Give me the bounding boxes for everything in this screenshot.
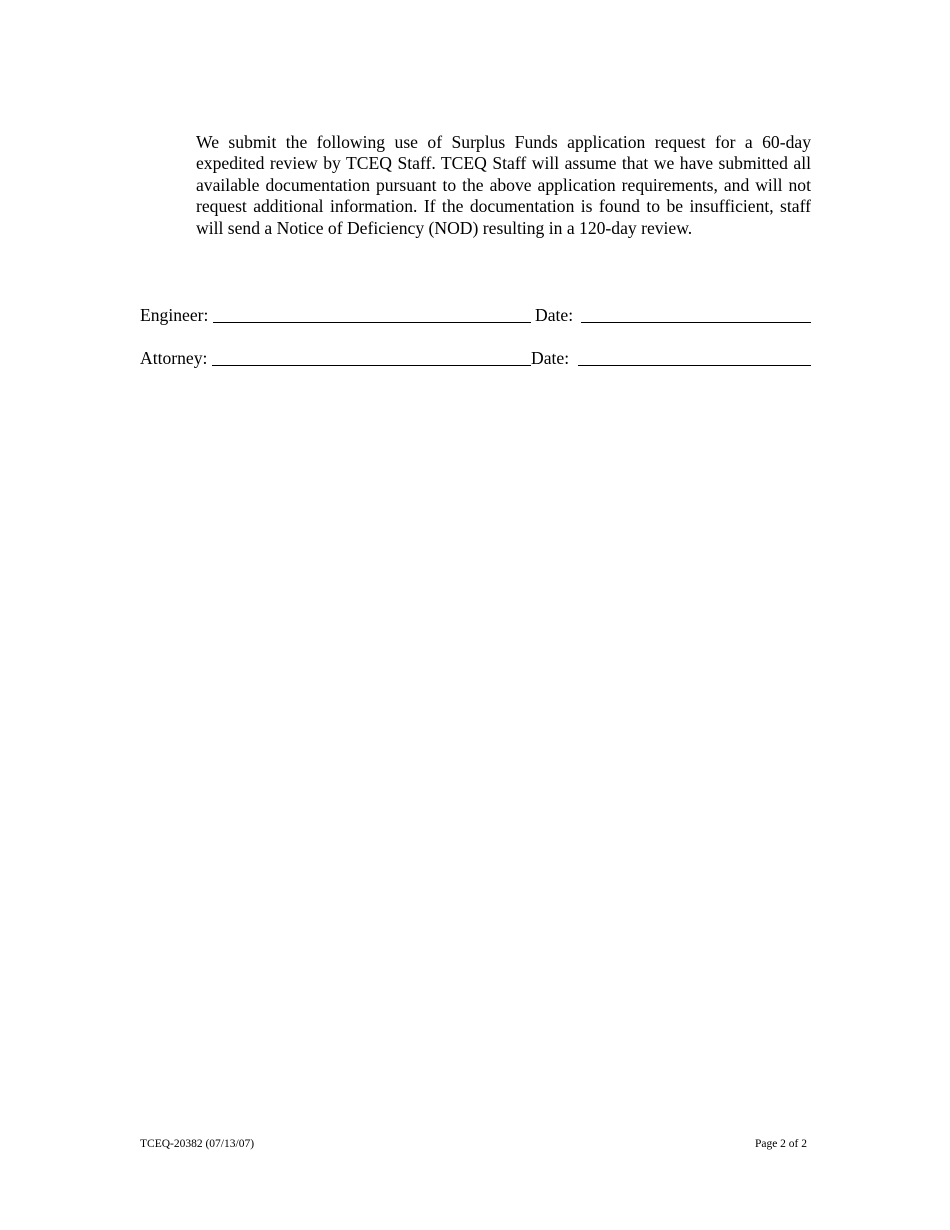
- form-id-footer: TCEQ-20382 (07/13/07): [140, 1138, 255, 1150]
- expedited-review-statement: We submit the following use of Surplus Funds application request for a 60-day expedited review by TCEQ Staff. TCEQ Staff will assume that we have submitted all available documentation pursuant to the above application requirements, and will not request additional information. If the documentation is found to be insufficient, staff will send a Notice of Deficiency (NOD) resulting in a 120-day review.: [196, 132, 811, 238]
- engineer-signature-line[interactable]: [213, 322, 531, 323]
- attorney-signature-line[interactable]: [212, 365, 531, 366]
- attorney-signature-row: [140, 347, 811, 369]
- engineer-date-label: Date:: [535, 305, 574, 325]
- engineer-date-line[interactable]: [581, 322, 811, 323]
- engineer-label: Engineer:: [140, 305, 209, 325]
- page-number-footer: Page 2 of 2: [754, 1138, 807, 1150]
- attorney-date-label: Date:: [531, 348, 570, 368]
- attorney-date-line[interactable]: [578, 365, 811, 366]
- engineer-signature-row: [140, 304, 811, 326]
- attorney-label: Attorney:: [140, 348, 208, 368]
